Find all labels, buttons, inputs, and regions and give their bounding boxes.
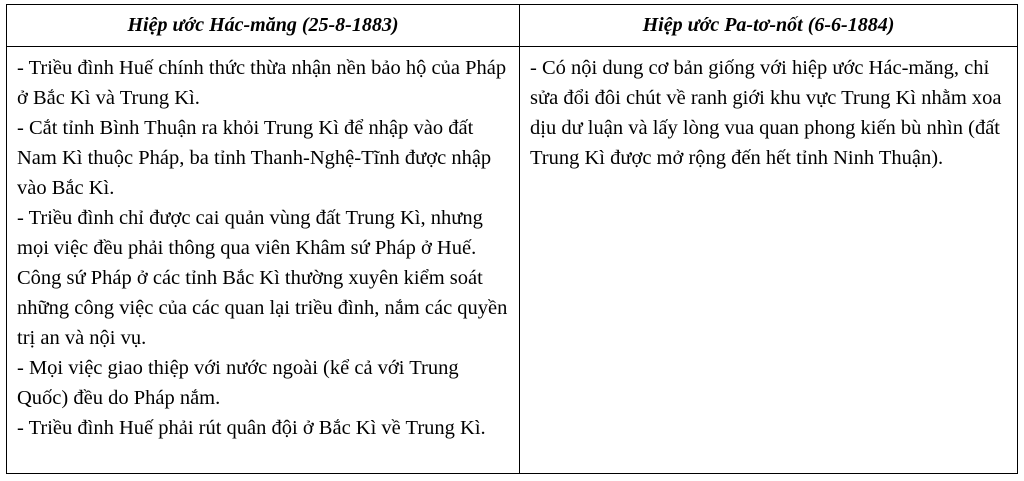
patenotre-point-summary: - Có nội dung cơ bản giống với hiệp ước Hác-măng, chỉ sửa đổi đôi chút về ranh giới khu vực Trung Kì nhằm xoa dịu dư luận và lấy lòng vua quan phong kiến bù nhìn (đất Trung Kì được mở rộng đến hết tỉnh Ninh Thuận). — [530, 57, 1002, 169]
header-patenotre-treaty: Hiệp ước Pa-tơ-nốt (6-6-1884) — [520, 5, 1018, 47]
harmand-point-administration: - Triều đình chỉ được cai quản vùng đất Trung Kì, nhưng mọi việc đều phải thông qua viên Khâm sứ Pháp ở Huế. Công sứ Pháp ở các tỉnh Bắc Kì thường xuyên kiểm soát những công việc của các quan lại triều đình, nắm các quyền trị an và nội vụ. — [17, 207, 508, 349]
table-row — [7, 47, 1018, 474]
treaty-comparison-table — [6, 4, 1018, 474]
header-harmand-treaty: Hiệp ước Hác-măng (25-8-1883) — [7, 5, 520, 47]
harmand-point-troops: - Triều đình Huế phải rút quân đội ở Bắc Kì về Trung Kì. — [17, 417, 486, 439]
harmand-point-territory: - Cắt tỉnh Bình Thuận ra khỏi Trung Kì để nhập vào đất Nam Kì thuộc Pháp, ba tỉnh Thanh-Nghệ-Tĩnh được nhập vào Bắc Kì. — [17, 117, 492, 199]
patenotre-treaty-content — [520, 47, 1018, 474]
harmand-treaty-content — [7, 47, 520, 474]
harmand-point-protectorate: - Triều đình Huế chính thức thừa nhận nền bảo hộ của Pháp ở Bắc Kì và Trung Kì. — [17, 57, 507, 109]
harmand-point-foreign-affairs: - Mọi việc giao thiệp với nước ngoài (kể cả với Trung Quốc) đều do Pháp nắm. — [17, 357, 459, 409]
table-header-row — [7, 5, 1018, 47]
